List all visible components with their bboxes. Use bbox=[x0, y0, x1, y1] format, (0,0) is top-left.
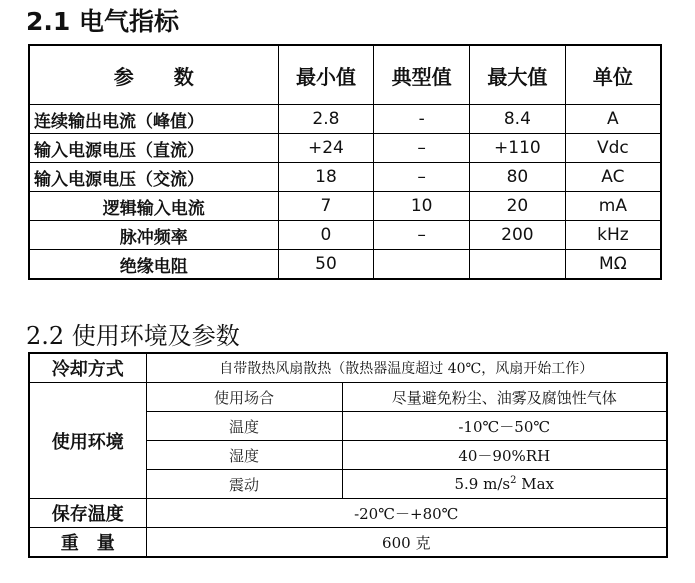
cooling-value: 自带散热风扇散热（散热器温度超过 40℃，风扇开始工作） bbox=[146, 353, 667, 383]
param-name: 输入电源电压（直流） bbox=[29, 134, 278, 163]
table-row bbox=[29, 134, 661, 163]
env-item-name: 震动 bbox=[146, 470, 342, 499]
table-row bbox=[29, 163, 661, 192]
table-row bbox=[29, 221, 661, 250]
param-unit: Vdc bbox=[565, 134, 661, 163]
table-row bbox=[29, 383, 667, 412]
environment-spec-table bbox=[28, 352, 668, 558]
table-row bbox=[29, 105, 661, 134]
header-param: 参 数 bbox=[29, 45, 278, 105]
table-row bbox=[29, 250, 661, 280]
env-item-name: 使用场合 bbox=[146, 383, 342, 412]
env-item-name: 温度 bbox=[146, 412, 342, 441]
param-typ: – bbox=[374, 134, 470, 163]
param-min: 18 bbox=[278, 163, 374, 192]
param-typ: - bbox=[374, 105, 470, 134]
header-unit: 单位 bbox=[565, 45, 661, 105]
param-typ: 10 bbox=[374, 192, 470, 221]
param-max: 20 bbox=[470, 192, 566, 221]
param-min: 2.8 bbox=[278, 105, 374, 134]
electrical-spec-table bbox=[28, 44, 662, 280]
param-unit: A bbox=[565, 105, 661, 134]
param-typ: – bbox=[374, 163, 470, 192]
param-max: 200 bbox=[470, 221, 566, 250]
param-unit: mA bbox=[565, 192, 661, 221]
header-typ: 典型值 bbox=[374, 45, 470, 105]
param-max bbox=[470, 250, 566, 280]
param-max: +110 bbox=[470, 134, 566, 163]
param-max: 80 bbox=[470, 163, 566, 192]
param-min: 7 bbox=[278, 192, 374, 221]
vibration-suffix: Max bbox=[516, 475, 554, 493]
section-title-electrical: 2.1 电气指标 bbox=[26, 7, 179, 36]
weight-value: 600 克 bbox=[146, 528, 667, 558]
table-row bbox=[29, 499, 667, 528]
table-row bbox=[29, 353, 667, 383]
param-min: +24 bbox=[278, 134, 374, 163]
param-name: 脉冲频率 bbox=[29, 221, 278, 250]
env-item-name: 湿度 bbox=[146, 441, 342, 470]
param-min: 0 bbox=[278, 221, 374, 250]
param-name: 连续输出电流（峰值） bbox=[29, 105, 278, 134]
env-item-value bbox=[342, 470, 667, 499]
param-unit: kHz bbox=[565, 221, 661, 250]
storage-temp-value: -20℃－+80℃ bbox=[146, 499, 667, 528]
header-min: 最小值 bbox=[278, 45, 374, 105]
param-typ: – bbox=[374, 221, 470, 250]
param-name: 输入电源电压（交流） bbox=[29, 163, 278, 192]
section-title-environment: 2.2 使用环境及参数 bbox=[26, 322, 240, 350]
table-row bbox=[29, 192, 661, 221]
cooling-label: 冷却方式 bbox=[29, 353, 146, 383]
env-item-value: 尽量避免粉尘、油雾及腐蚀性气体 bbox=[342, 383, 667, 412]
table-header-row bbox=[29, 45, 661, 105]
storage-temp-label: 保存温度 bbox=[29, 499, 146, 528]
param-min: 50 bbox=[278, 250, 374, 280]
param-unit: MΩ bbox=[565, 250, 661, 280]
env-item-value: 40－90%RH bbox=[342, 441, 667, 470]
param-typ bbox=[374, 250, 470, 280]
table-row bbox=[29, 528, 667, 558]
param-name: 逻辑输入电流 bbox=[29, 192, 278, 221]
weight-label: 重 量 bbox=[29, 528, 146, 558]
vibration-value: 5.9 m/s bbox=[454, 475, 511, 493]
header-max: 最大值 bbox=[470, 45, 566, 105]
env-item-value: -10℃－50℃ bbox=[342, 412, 667, 441]
environment-label: 使用环境 bbox=[29, 383, 146, 499]
param-max: 8.4 bbox=[470, 105, 566, 134]
param-unit: AC bbox=[565, 163, 661, 192]
param-name: 绝缘电阻 bbox=[29, 250, 278, 280]
vibration-exponent: 2 bbox=[510, 475, 517, 486]
